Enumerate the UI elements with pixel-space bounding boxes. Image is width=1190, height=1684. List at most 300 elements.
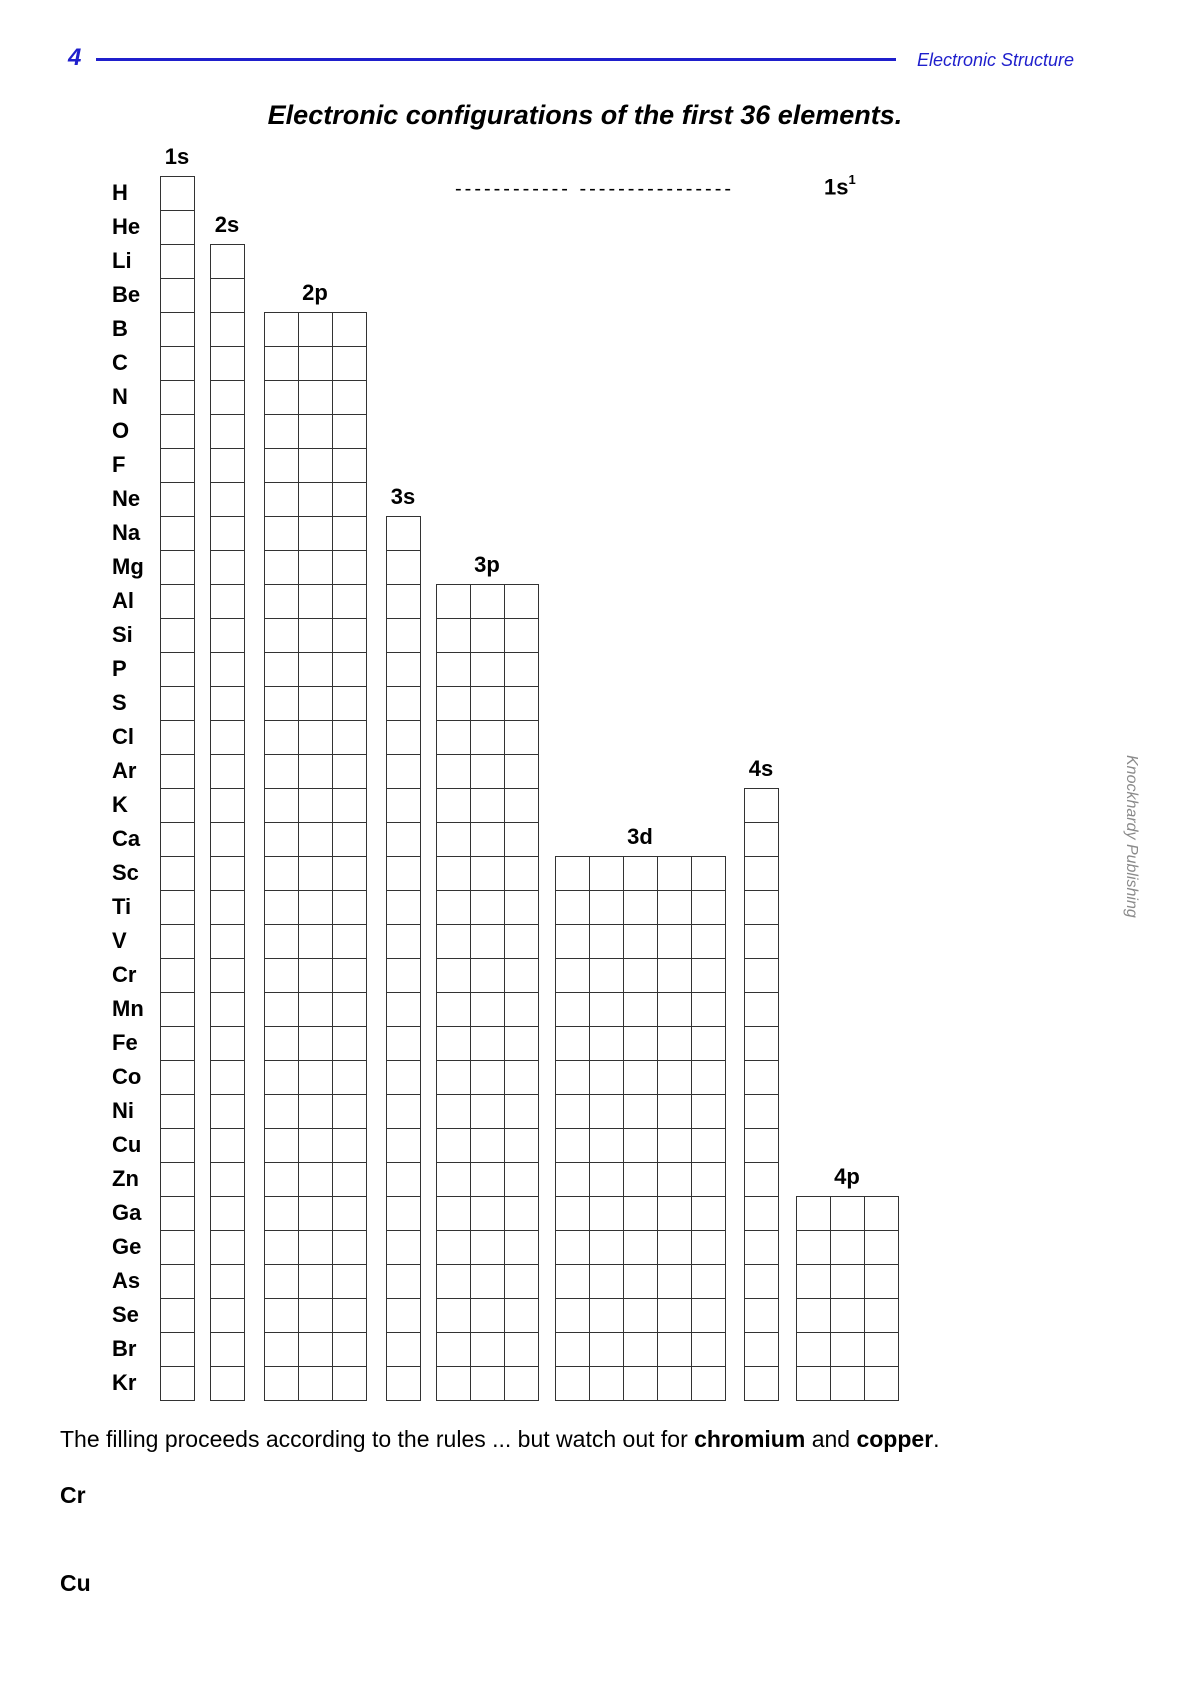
orbital-box-3p[interactable]: [505, 925, 539, 959]
orbital-box-2p[interactable]: [265, 1231, 299, 1265]
orbital-box-3p[interactable]: [437, 789, 471, 823]
orbital-box-2p[interactable]: [333, 483, 367, 517]
orbital-box-2p[interactable]: [299, 1129, 333, 1163]
orbital-box-4s[interactable]: [745, 959, 779, 993]
orbital-box-2s[interactable]: [211, 1061, 245, 1095]
orbital-box-4p[interactable]: [797, 1299, 831, 1333]
orbital-box-2p[interactable]: [265, 993, 299, 1027]
orbital-box-4s[interactable]: [745, 925, 779, 959]
orbital-box-2p[interactable]: [333, 925, 367, 959]
orbital-box-4s[interactable]: [745, 857, 779, 891]
orbital-box-3p[interactable]: [505, 1265, 539, 1299]
orbital-box-3p[interactable]: [437, 959, 471, 993]
orbital-box-3p[interactable]: [505, 619, 539, 653]
orbital-box-3d[interactable]: [590, 1367, 624, 1401]
orbital-box-3p[interactable]: [437, 1231, 471, 1265]
orbital-box-2s[interactable]: [211, 1163, 245, 1197]
orbital-box-3p[interactable]: [437, 653, 471, 687]
orbital-box-3p[interactable]: [471, 619, 505, 653]
orbital-box-1s[interactable]: [161, 891, 195, 925]
orbital-box-3p[interactable]: [471, 1163, 505, 1197]
orbital-box-3p[interactable]: [471, 1367, 505, 1401]
orbital-box-3p[interactable]: [505, 585, 539, 619]
orbital-box-2p[interactable]: [299, 1061, 333, 1095]
orbital-box-1s[interactable]: [161, 925, 195, 959]
orbital-box-3d[interactable]: [658, 891, 692, 925]
orbital-box-2p[interactable]: [333, 789, 367, 823]
orbital-box-2p[interactable]: [333, 1367, 367, 1401]
orbital-box-3d[interactable]: [658, 959, 692, 993]
orbital-box-2p[interactable]: [299, 721, 333, 755]
orbital-box-3p[interactable]: [505, 891, 539, 925]
orbital-box-2p[interactable]: [299, 1265, 333, 1299]
orbital-box-3p[interactable]: [471, 1265, 505, 1299]
orbital-box-3p[interactable]: [505, 959, 539, 993]
orbital-box-3p[interactable]: [471, 1299, 505, 1333]
orbital-box-1s[interactable]: [161, 1197, 195, 1231]
orbital-box-2p[interactable]: [333, 551, 367, 585]
orbital-box-3p[interactable]: [437, 585, 471, 619]
orbital-box-2p[interactable]: [265, 925, 299, 959]
orbital-box-3p[interactable]: [471, 1231, 505, 1265]
orbital-box-1s[interactable]: [161, 1333, 195, 1367]
orbital-box-2s[interactable]: [211, 517, 245, 551]
orbital-box-3d[interactable]: [692, 1265, 726, 1299]
orbital-box-3d[interactable]: [590, 1231, 624, 1265]
orbital-box-3s[interactable]: [387, 721, 421, 755]
orbital-box-3d[interactable]: [658, 1061, 692, 1095]
orbital-box-2p[interactable]: [299, 1299, 333, 1333]
orbital-box-2p[interactable]: [299, 585, 333, 619]
orbital-box-2s[interactable]: [211, 1197, 245, 1231]
orbital-box-3p[interactable]: [437, 1129, 471, 1163]
orbital-box-2p[interactable]: [299, 925, 333, 959]
orbital-box-3d[interactable]: [692, 1129, 726, 1163]
orbital-box-1s[interactable]: [161, 959, 195, 993]
orbital-box-3p[interactable]: [505, 1299, 539, 1333]
orbital-box-4s[interactable]: [745, 1265, 779, 1299]
orbital-box-4p[interactable]: [797, 1197, 831, 1231]
orbital-box-1s[interactable]: [161, 1129, 195, 1163]
orbital-box-2p[interactable]: [299, 381, 333, 415]
orbital-box-4p[interactable]: [831, 1197, 865, 1231]
orbital-box-3d[interactable]: [556, 1231, 590, 1265]
orbital-box-3d[interactable]: [590, 1129, 624, 1163]
orbital-box-2p[interactable]: [333, 449, 367, 483]
orbital-box-1s[interactable]: [161, 1367, 195, 1401]
orbital-box-2s[interactable]: [211, 755, 245, 789]
orbital-box-2p[interactable]: [265, 1265, 299, 1299]
orbital-box-1s[interactable]: [161, 245, 195, 279]
orbital-box-4s[interactable]: [745, 891, 779, 925]
orbital-box-4p[interactable]: [831, 1231, 865, 1265]
orbital-box-2p[interactable]: [299, 347, 333, 381]
orbital-box-3d[interactable]: [692, 1163, 726, 1197]
orbital-box-3s[interactable]: [387, 755, 421, 789]
orbital-box-2p[interactable]: [265, 789, 299, 823]
orbital-box-3d[interactable]: [556, 959, 590, 993]
orbital-box-1s[interactable]: [161, 721, 195, 755]
orbital-box-2p[interactable]: [299, 1027, 333, 1061]
orbital-box-3p[interactable]: [471, 1027, 505, 1061]
orbital-box-2p[interactable]: [265, 1061, 299, 1095]
orbital-box-2p[interactable]: [299, 449, 333, 483]
orbital-box-2s[interactable]: [211, 1129, 245, 1163]
orbital-box-2s[interactable]: [211, 891, 245, 925]
orbital-box-2p[interactable]: [299, 993, 333, 1027]
orbital-box-3s[interactable]: [387, 1299, 421, 1333]
orbital-box-2p[interactable]: [299, 857, 333, 891]
orbital-box-3d[interactable]: [624, 925, 658, 959]
orbital-box-4p[interactable]: [865, 1367, 899, 1401]
orbital-box-2p[interactable]: [299, 313, 333, 347]
orbital-box-2p[interactable]: [265, 1333, 299, 1367]
orbital-box-2p[interactable]: [333, 687, 367, 721]
orbital-box-3p[interactable]: [471, 687, 505, 721]
orbital-box-3d[interactable]: [590, 1095, 624, 1129]
orbital-box-3d[interactable]: [692, 1231, 726, 1265]
orbital-box-3p[interactable]: [437, 1299, 471, 1333]
orbital-box-1s[interactable]: [161, 755, 195, 789]
orbital-box-3d[interactable]: [658, 1027, 692, 1061]
orbital-box-3d[interactable]: [624, 857, 658, 891]
orbital-box-2s[interactable]: [211, 653, 245, 687]
orbital-box-3d[interactable]: [624, 891, 658, 925]
orbital-box-4s[interactable]: [745, 1299, 779, 1333]
orbital-box-2p[interactable]: [265, 313, 299, 347]
orbital-box-2p[interactable]: [333, 823, 367, 857]
orbital-box-3d[interactable]: [624, 993, 658, 1027]
orbital-box-4s[interactable]: [745, 1095, 779, 1129]
orbital-box-3s[interactable]: [387, 1231, 421, 1265]
orbital-box-1s[interactable]: [161, 313, 195, 347]
orbital-box-2p[interactable]: [299, 483, 333, 517]
orbital-box-3d[interactable]: [624, 1027, 658, 1061]
orbital-box-2p[interactable]: [333, 1231, 367, 1265]
orbital-box-1s[interactable]: [161, 857, 195, 891]
orbital-box-3p[interactable]: [471, 789, 505, 823]
orbital-box-1s[interactable]: [161, 211, 195, 245]
orbital-box-2p[interactable]: [299, 517, 333, 551]
orbital-box-3s[interactable]: [387, 1197, 421, 1231]
orbital-box-2p[interactable]: [265, 1299, 299, 1333]
orbital-box-2p[interactable]: [299, 755, 333, 789]
orbital-box-2p[interactable]: [333, 619, 367, 653]
orbital-box-2p[interactable]: [333, 1333, 367, 1367]
orbital-box-3s[interactable]: [387, 891, 421, 925]
orbital-box-2p[interactable]: [265, 449, 299, 483]
orbital-box-3d[interactable]: [658, 1197, 692, 1231]
orbital-box-3d[interactable]: [556, 891, 590, 925]
orbital-box-3d[interactable]: [692, 1333, 726, 1367]
orbital-box-3p[interactable]: [505, 1095, 539, 1129]
orbital-box-3d[interactable]: [658, 925, 692, 959]
orbital-box-3d[interactable]: [590, 1061, 624, 1095]
orbital-box-2p[interactable]: [265, 1163, 299, 1197]
orbital-box-3p[interactable]: [505, 1061, 539, 1095]
orbital-box-3d[interactable]: [556, 1333, 590, 1367]
orbital-box-3p[interactable]: [471, 823, 505, 857]
orbital-box-2s[interactable]: [211, 551, 245, 585]
orbital-box-4p[interactable]: [865, 1299, 899, 1333]
orbital-box-2p[interactable]: [333, 313, 367, 347]
orbital-box-3p[interactable]: [437, 1333, 471, 1367]
orbital-box-4s[interactable]: [745, 1129, 779, 1163]
orbital-box-2p[interactable]: [299, 687, 333, 721]
orbital-box-2p[interactable]: [299, 1333, 333, 1367]
orbital-box-4p[interactable]: [865, 1333, 899, 1367]
orbital-box-1s[interactable]: [161, 415, 195, 449]
orbital-box-3d[interactable]: [692, 891, 726, 925]
orbital-box-3s[interactable]: [387, 1095, 421, 1129]
orbital-box-2s[interactable]: [211, 993, 245, 1027]
orbital-box-3p[interactable]: [437, 1061, 471, 1095]
orbital-box-3s[interactable]: [387, 1367, 421, 1401]
orbital-box-2p[interactable]: [299, 551, 333, 585]
orbital-box-2s[interactable]: [211, 1027, 245, 1061]
orbital-box-2p[interactable]: [333, 415, 367, 449]
orbital-box-4p[interactable]: [865, 1197, 899, 1231]
orbital-box-2s[interactable]: [211, 1299, 245, 1333]
orbital-box-3d[interactable]: [556, 857, 590, 891]
orbital-box-3d[interactable]: [692, 1061, 726, 1095]
orbital-box-3d[interactable]: [658, 857, 692, 891]
orbital-box-3d[interactable]: [556, 1299, 590, 1333]
orbital-box-2p[interactable]: [333, 653, 367, 687]
orbital-box-3d[interactable]: [692, 857, 726, 891]
orbital-box-4s[interactable]: [745, 993, 779, 1027]
orbital-box-1s[interactable]: [161, 1061, 195, 1095]
orbital-box-3s[interactable]: [387, 1061, 421, 1095]
orbital-box-2p[interactable]: [265, 1367, 299, 1401]
orbital-box-3p[interactable]: [471, 1333, 505, 1367]
orbital-box-3d[interactable]: [692, 1367, 726, 1401]
orbital-box-2s[interactable]: [211, 347, 245, 381]
orbital-box-1s[interactable]: [161, 517, 195, 551]
orbital-box-3p[interactable]: [471, 1129, 505, 1163]
orbital-box-3d[interactable]: [590, 857, 624, 891]
orbital-box-2p[interactable]: [265, 585, 299, 619]
orbital-box-4p[interactable]: [865, 1231, 899, 1265]
orbital-box-2p[interactable]: [333, 1163, 367, 1197]
orbital-box-2p[interactable]: [299, 415, 333, 449]
orbital-box-3d[interactable]: [624, 1333, 658, 1367]
orbital-box-3p[interactable]: [505, 1197, 539, 1231]
orbital-box-2p[interactable]: [333, 959, 367, 993]
orbital-box-1s[interactable]: [161, 653, 195, 687]
orbital-box-2p[interactable]: [333, 1027, 367, 1061]
orbital-box-2p[interactable]: [265, 1095, 299, 1129]
orbital-box-2s[interactable]: [211, 585, 245, 619]
orbital-box-1s[interactable]: [161, 483, 195, 517]
orbital-box-3p[interactable]: [471, 857, 505, 891]
orbital-box-3d[interactable]: [624, 959, 658, 993]
orbital-box-3d[interactable]: [658, 1367, 692, 1401]
orbital-box-2s[interactable]: [211, 483, 245, 517]
orbital-box-3d[interactable]: [658, 1231, 692, 1265]
orbital-box-2p[interactable]: [333, 1061, 367, 1095]
orbital-box-2s[interactable]: [211, 857, 245, 891]
orbital-box-3d[interactable]: [590, 925, 624, 959]
orbital-box-3p[interactable]: [437, 1197, 471, 1231]
orbital-box-3p[interactable]: [437, 619, 471, 653]
orbital-box-3p[interactable]: [437, 1027, 471, 1061]
orbital-box-2p[interactable]: [333, 755, 367, 789]
orbital-box-3p[interactable]: [471, 1061, 505, 1095]
orbital-box-3p[interactable]: [505, 653, 539, 687]
orbital-box-4p[interactable]: [831, 1299, 865, 1333]
orbital-box-3s[interactable]: [387, 1163, 421, 1197]
orbital-box-2s[interactable]: [211, 279, 245, 313]
orbital-box-3d[interactable]: [692, 1027, 726, 1061]
orbital-box-3p[interactable]: [505, 789, 539, 823]
orbital-box-3s[interactable]: [387, 993, 421, 1027]
orbital-box-2p[interactable]: [265, 381, 299, 415]
orbital-box-3p[interactable]: [471, 721, 505, 755]
orbital-box-3p[interactable]: [437, 925, 471, 959]
orbital-box-3s[interactable]: [387, 1265, 421, 1299]
orbital-box-3d[interactable]: [692, 1095, 726, 1129]
orbital-box-3d[interactable]: [624, 1095, 658, 1129]
orbital-box-2p[interactable]: [299, 1095, 333, 1129]
orbital-box-2p[interactable]: [299, 619, 333, 653]
orbital-box-3s[interactable]: [387, 517, 421, 551]
orbital-box-3p[interactable]: [471, 925, 505, 959]
orbital-box-1s[interactable]: [161, 1231, 195, 1265]
orbital-box-3d[interactable]: [556, 1027, 590, 1061]
orbital-box-3s[interactable]: [387, 959, 421, 993]
orbital-box-3d[interactable]: [590, 1333, 624, 1367]
orbital-box-2p[interactable]: [333, 721, 367, 755]
orbital-box-3d[interactable]: [658, 1095, 692, 1129]
orbital-box-3d[interactable]: [692, 925, 726, 959]
orbital-box-3d[interactable]: [658, 1299, 692, 1333]
orbital-box-1s[interactable]: [161, 1095, 195, 1129]
orbital-box-2s[interactable]: [211, 687, 245, 721]
orbital-box-1s[interactable]: [161, 279, 195, 313]
orbital-box-4p[interactable]: [865, 1265, 899, 1299]
orbital-box-3d[interactable]: [556, 1163, 590, 1197]
orbital-box-3p[interactable]: [505, 1129, 539, 1163]
orbital-box-2p[interactable]: [265, 653, 299, 687]
orbital-box-2s[interactable]: [211, 1367, 245, 1401]
orbital-box-3p[interactable]: [471, 993, 505, 1027]
orbital-box-2p[interactable]: [333, 517, 367, 551]
orbital-box-2p[interactable]: [265, 959, 299, 993]
orbital-box-2p[interactable]: [265, 347, 299, 381]
orbital-box-2p[interactable]: [299, 1163, 333, 1197]
orbital-box-2p[interactable]: [265, 551, 299, 585]
orbital-box-3s[interactable]: [387, 551, 421, 585]
orbital-box-4p[interactable]: [797, 1367, 831, 1401]
orbital-box-2p[interactable]: [333, 993, 367, 1027]
orbital-box-3s[interactable]: [387, 687, 421, 721]
orbital-box-3p[interactable]: [505, 857, 539, 891]
orbital-box-2p[interactable]: [333, 585, 367, 619]
orbital-box-4s[interactable]: [745, 1367, 779, 1401]
orbital-box-2p[interactable]: [265, 823, 299, 857]
orbital-box-1s[interactable]: [161, 1163, 195, 1197]
orbital-box-1s[interactable]: [161, 993, 195, 1027]
orbital-box-2p[interactable]: [299, 823, 333, 857]
orbital-box-3d[interactable]: [692, 993, 726, 1027]
orbital-box-3d[interactable]: [692, 1197, 726, 1231]
orbital-box-2s[interactable]: [211, 1265, 245, 1299]
orbital-box-1s[interactable]: [161, 551, 195, 585]
orbital-box-3p[interactable]: [505, 1367, 539, 1401]
orbital-box-2p[interactable]: [265, 721, 299, 755]
orbital-box-3d[interactable]: [624, 1299, 658, 1333]
orbital-box-3d[interactable]: [556, 1061, 590, 1095]
orbital-box-3p[interactable]: [437, 687, 471, 721]
orbital-box-3p[interactable]: [437, 857, 471, 891]
orbital-box-3s[interactable]: [387, 1333, 421, 1367]
orbital-box-2p[interactable]: [333, 1265, 367, 1299]
orbital-box-2p[interactable]: [333, 891, 367, 925]
orbital-box-2p[interactable]: [265, 619, 299, 653]
orbital-box-3d[interactable]: [590, 1197, 624, 1231]
orbital-box-2p[interactable]: [333, 1129, 367, 1163]
orbital-box-3p[interactable]: [505, 823, 539, 857]
orbital-box-2s[interactable]: [211, 789, 245, 823]
orbital-box-4p[interactable]: [831, 1333, 865, 1367]
orbital-box-2p[interactable]: [299, 789, 333, 823]
orbital-box-1s[interactable]: [161, 177, 195, 211]
orbital-box-2s[interactable]: [211, 449, 245, 483]
orbital-box-2s[interactable]: [211, 823, 245, 857]
orbital-box-2s[interactable]: [211, 381, 245, 415]
orbital-box-3d[interactable]: [658, 1163, 692, 1197]
orbital-box-3d[interactable]: [556, 993, 590, 1027]
orbital-box-2p[interactable]: [265, 891, 299, 925]
orbital-box-2p[interactable]: [265, 517, 299, 551]
orbital-box-4s[interactable]: [745, 1163, 779, 1197]
orbital-box-2p[interactable]: [265, 1197, 299, 1231]
orbital-box-3p[interactable]: [471, 1197, 505, 1231]
orbital-box-2p[interactable]: [299, 1197, 333, 1231]
orbital-box-4s[interactable]: [745, 1231, 779, 1265]
orbital-box-2p[interactable]: [333, 1095, 367, 1129]
orbital-box-3s[interactable]: [387, 857, 421, 891]
orbital-box-4p[interactable]: [831, 1265, 865, 1299]
orbital-box-3p[interactable]: [505, 687, 539, 721]
orbital-box-2p[interactable]: [265, 857, 299, 891]
orbital-box-3d[interactable]: [590, 993, 624, 1027]
orbital-box-3p[interactable]: [505, 721, 539, 755]
orbital-box-2p[interactable]: [265, 755, 299, 789]
orbital-box-1s[interactable]: [161, 1265, 195, 1299]
orbital-box-2s[interactable]: [211, 925, 245, 959]
orbital-box-1s[interactable]: [161, 1299, 195, 1333]
orbital-box-3d[interactable]: [658, 1333, 692, 1367]
orbital-box-3s[interactable]: [387, 789, 421, 823]
orbital-box-2p[interactable]: [299, 1367, 333, 1401]
orbital-box-2p[interactable]: [333, 1299, 367, 1333]
orbital-box-3d[interactable]: [556, 1197, 590, 1231]
orbital-box-1s[interactable]: [161, 687, 195, 721]
orbital-box-3d[interactable]: [556, 1265, 590, 1299]
orbital-box-3p[interactable]: [437, 1163, 471, 1197]
orbital-box-4p[interactable]: [797, 1265, 831, 1299]
orbital-box-3p[interactable]: [437, 891, 471, 925]
orbital-box-3p[interactable]: [471, 755, 505, 789]
orbital-box-3d[interactable]: [556, 1367, 590, 1401]
orbital-box-3s[interactable]: [387, 1027, 421, 1061]
orbital-box-3p[interactable]: [437, 755, 471, 789]
orbital-box-3s[interactable]: [387, 823, 421, 857]
orbital-box-3d[interactable]: [658, 993, 692, 1027]
orbital-box-2p[interactable]: [265, 415, 299, 449]
